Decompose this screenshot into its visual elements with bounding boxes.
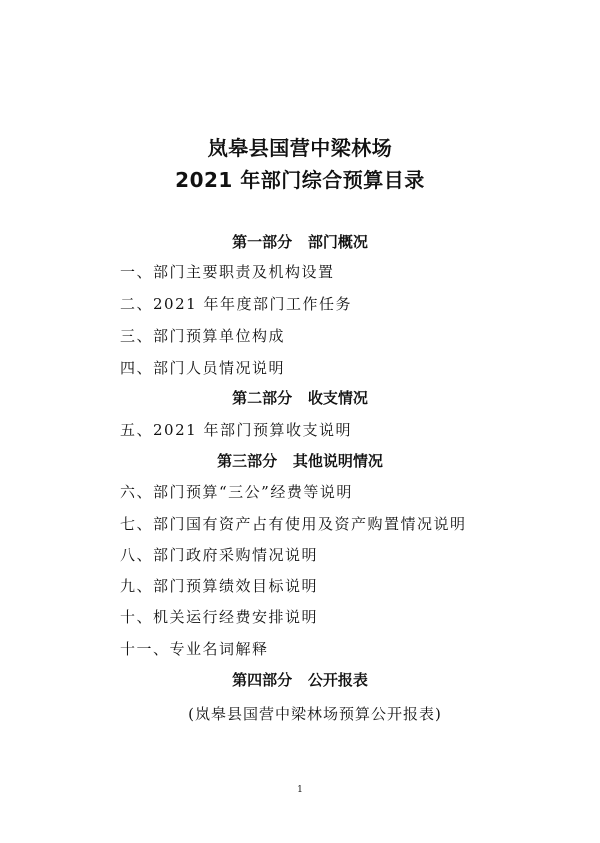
toc-item-4: 四、部门人员情况说明: [120, 359, 286, 377]
part-4-heading: 第四部分 公开报表: [232, 671, 368, 689]
toc-item-6: 六、部门预算“三公”经费等说明: [120, 483, 353, 501]
toc-item-9: 九、部门预算绩效目标说明: [120, 577, 319, 595]
part-3-heading: 第三部分 其他说明情况: [217, 452, 383, 470]
toc-item-10: 十、机关运行经费安排说明: [120, 608, 319, 626]
toc-item-8: 八、部门政府采购情况说明: [120, 546, 319, 564]
page-number: 1: [297, 785, 303, 795]
part-4-note: (岚皋县国营中梁林场预算公开报表): [188, 705, 442, 723]
document-title-line-1: 岚皋县国营中梁林场: [207, 136, 393, 160]
toc-item-2: 二、2021 年年度部门工作任务: [120, 295, 352, 313]
part-2-heading: 第二部分 收支情况: [232, 389, 368, 407]
part-1-heading: 第一部分 部门概况: [232, 233, 368, 251]
toc-item-3: 三、部门预算单位构成: [120, 327, 286, 345]
toc-item-7: 七、部门国有资产占有使用及资产购置情况说明: [120, 515, 467, 533]
toc-item-11: 十一、专业名词解释: [120, 640, 269, 658]
document-title-line-2: 2021 年部门综合预算目录: [175, 168, 425, 192]
toc-item-5: 五、2021 年部门预算收支说明: [120, 421, 352, 439]
toc-item-1: 一、部门主要职责及机构设置: [120, 263, 335, 281]
